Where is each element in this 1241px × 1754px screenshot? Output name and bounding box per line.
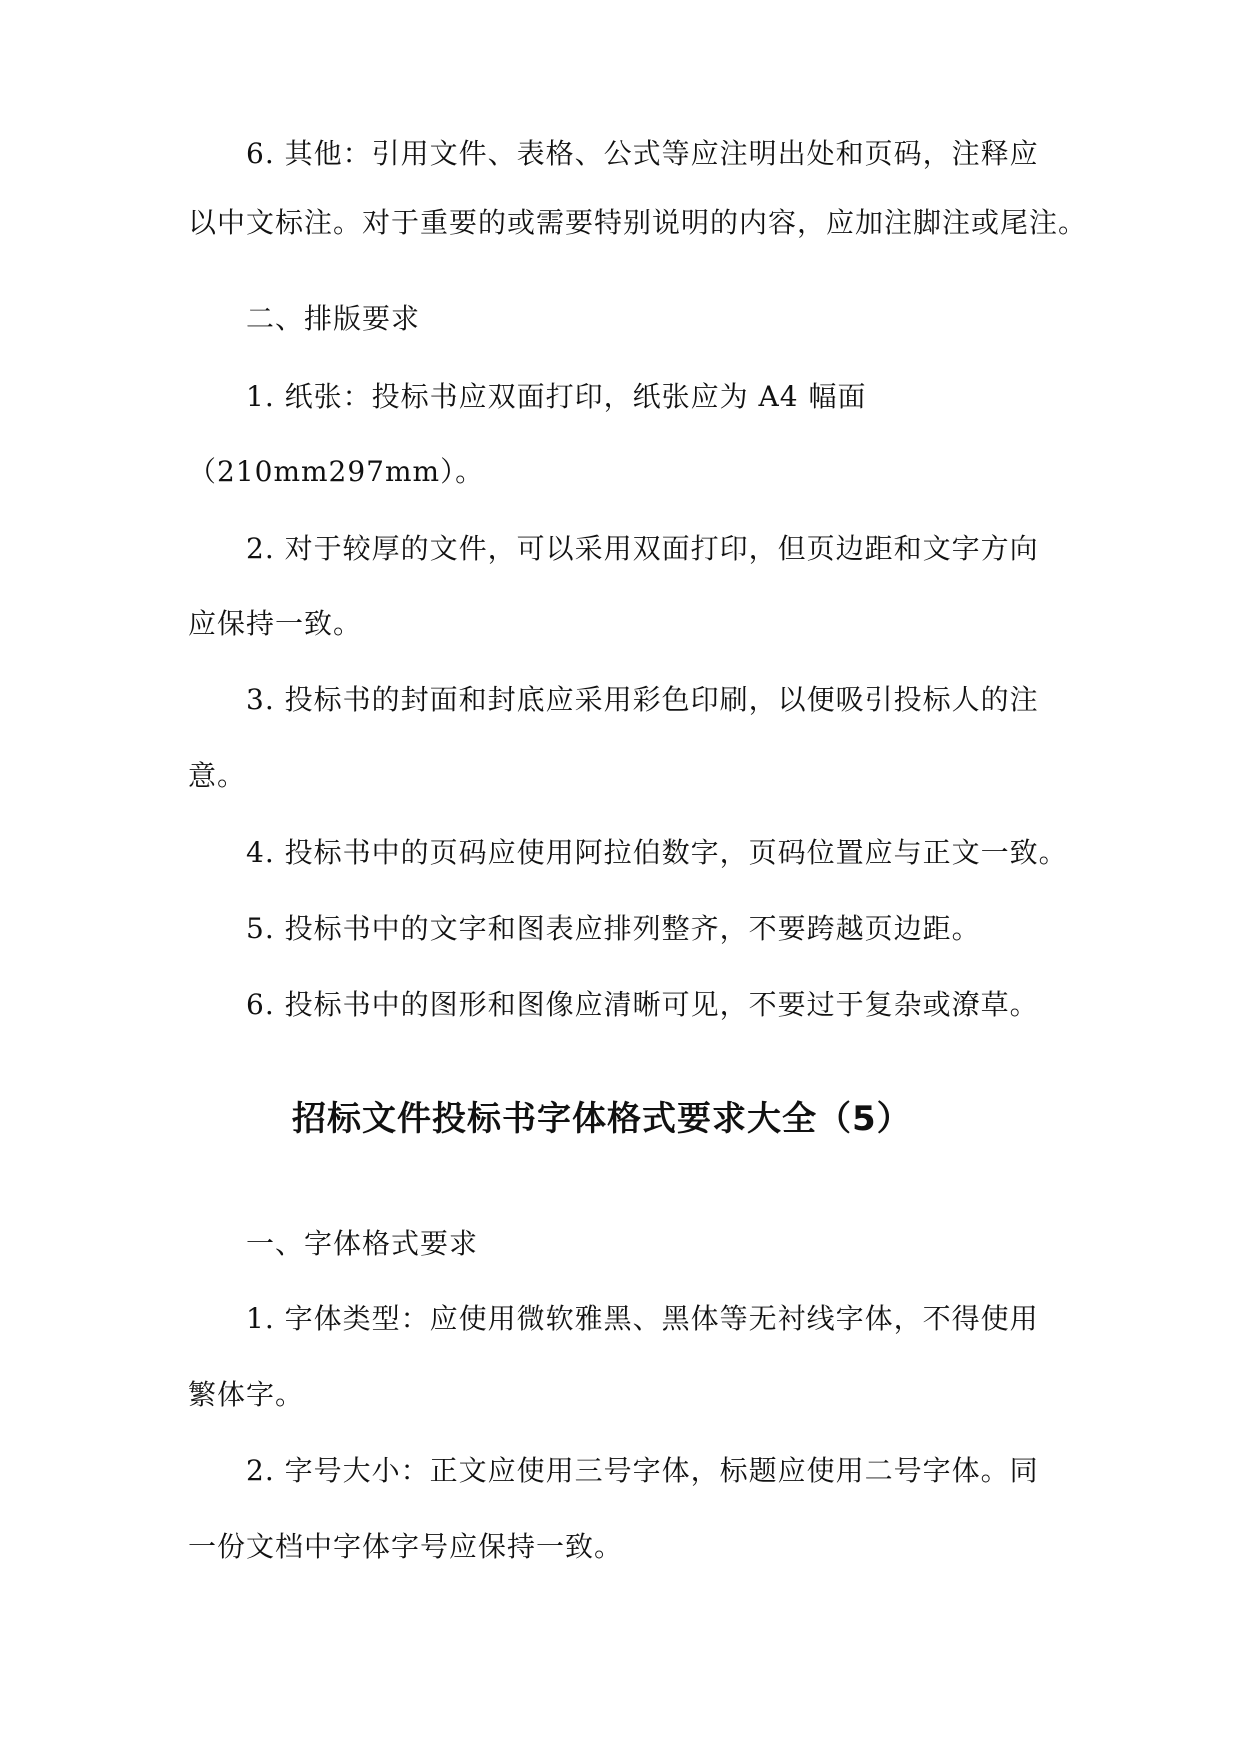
- paragraph-line: 2. 字号大小：正文应使用三号字体，标题应使用二号字体。同: [246, 1454, 1039, 1487]
- section-heading: 二、排版要求: [246, 302, 421, 335]
- paragraph-line: 意。: [188, 759, 247, 792]
- paragraph-line: 应保持一致。: [188, 607, 363, 640]
- paragraph-line: 3. 投标书的封面和封底应采用彩色印刷，以便吸引投标人的注: [246, 683, 1039, 716]
- paragraph-line: 4. 投标书中的页码应使用阿拉伯数字，页码位置应与正文一致。: [246, 836, 1068, 869]
- paragraph-line: 6. 投标书中的图形和图像应清晰可见，不要过于复杂或潦草。: [246, 988, 1039, 1021]
- paragraph-line: 2. 对于较厚的文件，可以采用双面打印，但页边距和文字方向: [246, 532, 1039, 565]
- paragraph-line: 以中文标注。对于重要的或需要特别说明的内容，应加注脚注或尾注。: [188, 206, 1088, 239]
- paragraph-line: （210mm297mm）。: [188, 455, 485, 488]
- paragraph-line: 一份文档中字体字号应保持一致。: [188, 1530, 624, 1563]
- paragraph-line: 1. 字体类型：应使用微软雅黑、黑体等无衬线字体，不得使用: [246, 1302, 1039, 1335]
- paragraph-line: 5. 投标书中的文字和图表应排列整齐，不要跨越页边距。: [246, 912, 981, 945]
- section-heading: 一、字体格式要求: [246, 1227, 479, 1260]
- paragraph-line: 6. 其他：引用文件、表格、公式等应注明出处和页码，注释应: [246, 137, 1039, 170]
- paragraph-line: 繁体字。: [188, 1378, 305, 1411]
- chapter-title: 招标文件投标书字体格式要求大全（5）: [292, 1099, 912, 1139]
- paragraph-line: 1. 纸张：投标书应双面打印，纸张应为 A4 幅面: [246, 380, 867, 413]
